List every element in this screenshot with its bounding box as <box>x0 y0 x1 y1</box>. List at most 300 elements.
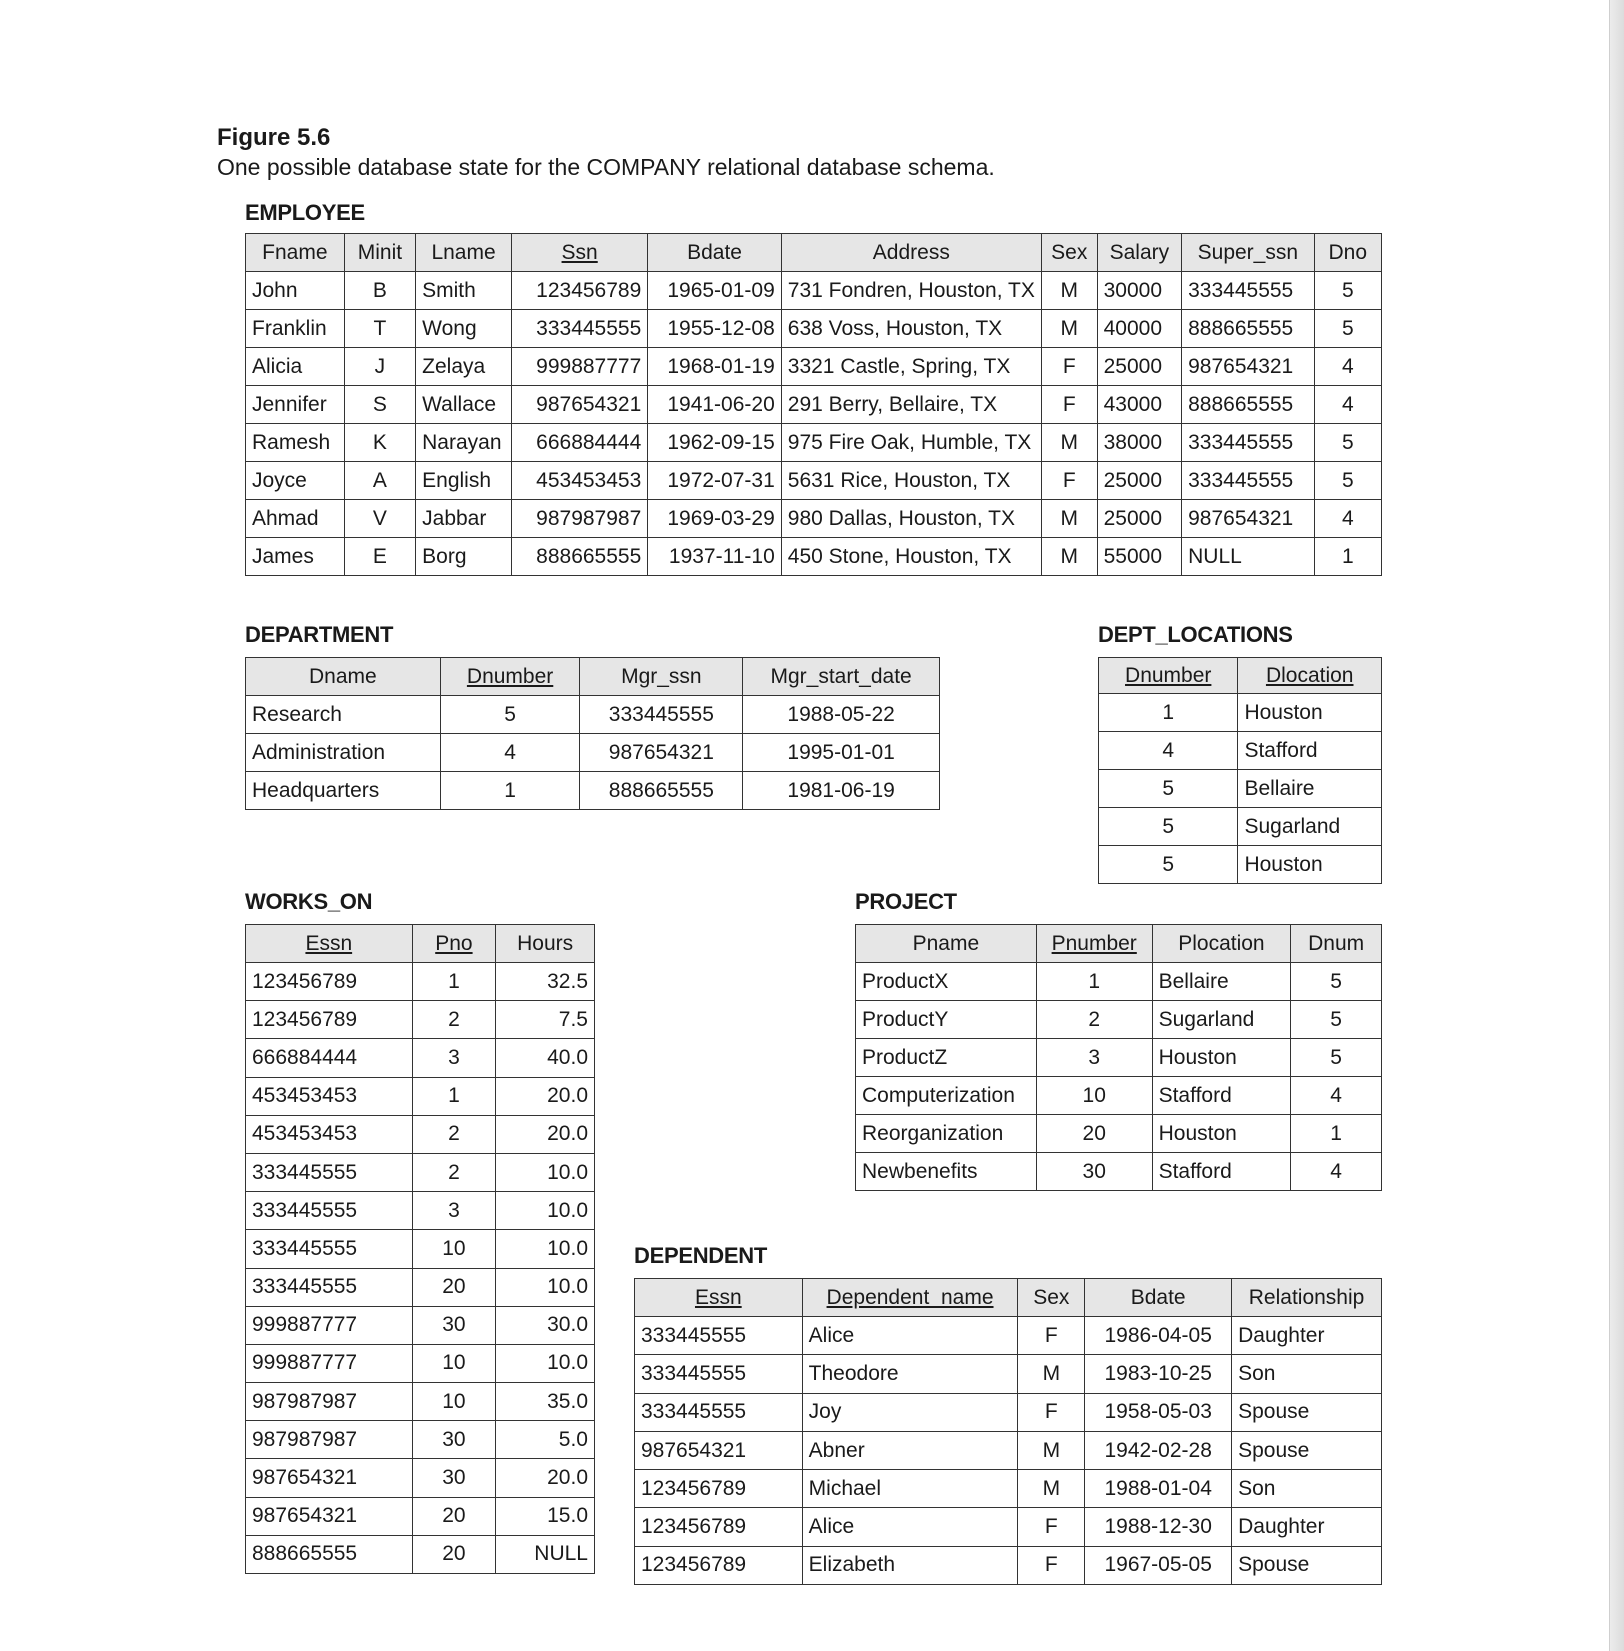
employee-cell: 3321 Castle, Spring, TX <box>781 348 1041 386</box>
project-cell: 10 <box>1036 1077 1152 1115</box>
works-on-cell: 123456789 <box>246 1001 413 1039</box>
employee-cell: 4 <box>1314 348 1381 386</box>
employee-cell: T <box>344 310 415 348</box>
employee-cell: 25000 <box>1097 348 1182 386</box>
department-cell: 1988-05-22 <box>743 696 940 734</box>
employee-cell: 888665555 <box>1182 386 1314 424</box>
employee-row <box>246 386 1382 424</box>
dept-locations-cell: Stafford <box>1238 732 1382 770</box>
works-on-row <box>246 1421 595 1459</box>
employee-table <box>245 233 1382 576</box>
employee-cell: John <box>246 272 345 310</box>
dept-locations-cell: Houston <box>1238 694 1382 732</box>
works-on-cell: 123456789 <box>246 963 413 1001</box>
works-on-key-column-label: Essn <box>305 931 353 955</box>
works-on-cell: 10 <box>412 1230 496 1268</box>
works-on-cell: 987987987 <box>246 1383 413 1421</box>
works-on-cell: 7.5 <box>496 1001 595 1039</box>
dependent-column-header <box>802 1279 1018 1317</box>
dept-locations-cell: 5 <box>1099 846 1238 884</box>
works-on-row <box>246 1115 595 1153</box>
project-cell: 4 <box>1291 1153 1382 1191</box>
works-on-row <box>246 1535 595 1573</box>
employee-row <box>246 310 1382 348</box>
works-on-row <box>246 1497 595 1535</box>
project-row <box>856 1077 1382 1115</box>
dependent-cell: Elizabeth <box>802 1546 1018 1584</box>
employee-cell: 40000 <box>1097 310 1182 348</box>
project-column-header: Pname <box>856 925 1037 963</box>
employee-cell: M <box>1041 538 1097 576</box>
works-on-cell: 2 <box>412 1153 496 1191</box>
department-cell: 333445555 <box>580 696 743 734</box>
dependent-key-column-label: Essn <box>694 1285 742 1309</box>
employee-cell: 333445555 <box>1182 424 1314 462</box>
dependent-cell: 1983-10-25 <box>1085 1355 1232 1393</box>
works-on-cell: 333445555 <box>246 1230 413 1268</box>
employee-cell: 1937-11-10 <box>648 538 781 576</box>
employee-cell: 1941-06-20 <box>648 386 781 424</box>
works-on-row <box>246 1459 595 1497</box>
works-on-row <box>246 1268 595 1306</box>
employee-cell: 453453453 <box>512 462 648 500</box>
works-on-cell: 333445555 <box>246 1192 413 1230</box>
project-cell: 4 <box>1291 1077 1382 1115</box>
dependent-cell: Spouse <box>1232 1393 1382 1431</box>
project-cell: 30 <box>1036 1153 1152 1191</box>
works-on-cell: 32.5 <box>496 963 595 1001</box>
works-on-row <box>246 1001 595 1039</box>
dependent-cell: Son <box>1232 1470 1382 1508</box>
employee-row <box>246 538 1382 576</box>
department-cell: 1981-06-19 <box>743 772 940 810</box>
dept-locations-header-row <box>1099 658 1382 694</box>
works-on-cell: 30 <box>412 1306 496 1344</box>
dependent-column-header: Sex <box>1018 1279 1085 1317</box>
works-on-cell: 3 <box>412 1039 496 1077</box>
employee-key-column-label: Ssn <box>561 240 598 264</box>
works-on-header-row <box>246 925 595 963</box>
project-cell: 5 <box>1291 963 1382 1001</box>
department-column-header <box>440 658 580 696</box>
works-on-cell: 15.0 <box>496 1497 595 1535</box>
project-cell: 5 <box>1291 1039 1382 1077</box>
dependent-cell: Alice <box>802 1317 1018 1355</box>
project-cell: ProductX <box>856 963 1037 1001</box>
project-cell: Newbenefits <box>856 1153 1037 1191</box>
dependent-cell: 123456789 <box>635 1470 803 1508</box>
works-on-cell: NULL <box>496 1535 595 1573</box>
employee-cell: 38000 <box>1097 424 1182 462</box>
dependent-cell: 1988-01-04 <box>1085 1470 1232 1508</box>
dept-locations-table <box>1098 657 1382 884</box>
dept-locations-row <box>1099 808 1382 846</box>
dept-locations-cell: 5 <box>1099 770 1238 808</box>
project-cell: 3 <box>1036 1039 1152 1077</box>
department-cell: 987654321 <box>580 734 743 772</box>
employee-cell: 987987987 <box>512 500 648 538</box>
department-key-column-label: Dnumber <box>466 664 554 688</box>
dependent-cell: Theodore <box>802 1355 1018 1393</box>
project-cell: 1 <box>1036 963 1152 1001</box>
employee-cell: F <box>1041 348 1097 386</box>
employee-cell: Franklin <box>246 310 345 348</box>
employee-cell: Jennifer <box>246 386 345 424</box>
dependent-row <box>635 1431 1382 1469</box>
dependent-cell: 123456789 <box>635 1546 803 1584</box>
employee-cell: 731 Fondren, Houston, TX <box>781 272 1041 310</box>
dependent-cell: Michael <box>802 1470 1018 1508</box>
dept-locations-row <box>1099 770 1382 808</box>
employee-cell: Wallace <box>416 386 512 424</box>
project-cell: Reorganization <box>856 1115 1037 1153</box>
dependent-table <box>634 1278 1382 1585</box>
employee-cell: 1972-07-31 <box>648 462 781 500</box>
employee-cell: B <box>344 272 415 310</box>
works-on-cell: 10 <box>412 1344 496 1382</box>
department-header-row <box>246 658 940 696</box>
employee-cell: 987654321 <box>1182 500 1314 538</box>
dependent-cell: 333445555 <box>635 1317 803 1355</box>
employee-cell: J <box>344 348 415 386</box>
project-cell: Bellaire <box>1152 963 1291 1001</box>
employee-cell: 888665555 <box>512 538 648 576</box>
department-cell: Headquarters <box>246 772 441 810</box>
dept-locations-cell: Houston <box>1238 846 1382 884</box>
project-column-header: Dnum <box>1291 925 1382 963</box>
works-on-cell: 35.0 <box>496 1383 595 1421</box>
works-on-cell: 2 <box>412 1115 496 1153</box>
employee-cell: M <box>1041 424 1097 462</box>
dept-locations-cell: Bellaire <box>1238 770 1382 808</box>
works-on-table <box>245 924 595 1574</box>
employee-cell: 450 Stone, Houston, TX <box>781 538 1041 576</box>
dependent-column-header <box>635 1279 803 1317</box>
employee-cell: Zelaya <box>416 348 512 386</box>
employee-cell: 987654321 <box>1182 348 1314 386</box>
employee-cell: 1968-01-19 <box>648 348 781 386</box>
employee-cell: M <box>1041 272 1097 310</box>
department-table-label: DEPARTMENT <box>245 622 394 647</box>
employee-cell: 123456789 <box>512 272 648 310</box>
works-on-cell: 987987987 <box>246 1421 413 1459</box>
employee-cell: 999887777 <box>512 348 648 386</box>
works-on-column-header: Hours <box>496 925 595 963</box>
project-cell: 1 <box>1291 1115 1382 1153</box>
employee-cell: Borg <box>416 538 512 576</box>
works-on-row <box>246 1306 595 1344</box>
project-table-label: PROJECT <box>855 889 957 914</box>
works-on-cell: 10.0 <box>496 1344 595 1382</box>
employee-cell: 638 Voss, Houston, TX <box>781 310 1041 348</box>
works-on-cell: 999887777 <box>246 1344 413 1382</box>
department-row <box>246 734 940 772</box>
works-on-cell: 1 <box>412 963 496 1001</box>
employee-column-header: Lname <box>416 234 512 272</box>
employee-cell: 30000 <box>1097 272 1182 310</box>
dependent-cell: Abner <box>802 1431 1018 1469</box>
employee-cell: English <box>416 462 512 500</box>
works-on-cell: 333445555 <box>246 1268 413 1306</box>
dept-locations-key-column-label: Dlocation <box>1265 663 1354 687</box>
project-row <box>856 1001 1382 1039</box>
department-cell: 4 <box>440 734 580 772</box>
employee-cell: 888665555 <box>1182 310 1314 348</box>
employee-header-row <box>246 234 1382 272</box>
employee-column-header: Fname <box>246 234 345 272</box>
employee-cell: M <box>1041 310 1097 348</box>
dependent-cell: M <box>1018 1470 1085 1508</box>
employee-cell: K <box>344 424 415 462</box>
employee-table-label: EMPLOYEE <box>245 200 365 225</box>
department-row <box>246 696 940 734</box>
department-cell: 5 <box>440 696 580 734</box>
dept-locations-cell: 5 <box>1099 808 1238 846</box>
works-on-cell: 10.0 <box>496 1230 595 1268</box>
dependent-cell: F <box>1018 1546 1085 1584</box>
works-on-cell: 10.0 <box>496 1192 595 1230</box>
dept-locations-key-column-label: Dnumber <box>1125 663 1212 687</box>
project-table <box>855 924 1382 1191</box>
dependent-cell: M <box>1018 1431 1085 1469</box>
employee-cell: Jabbar <box>416 500 512 538</box>
employee-row <box>246 424 1382 462</box>
project-column-header: Plocation <box>1152 925 1291 963</box>
employee-cell: F <box>1041 386 1097 424</box>
project-cell: Computerization <box>856 1077 1037 1115</box>
dependent-cell: 123456789 <box>635 1508 803 1546</box>
department-cell: 888665555 <box>580 772 743 810</box>
employee-cell: 987654321 <box>512 386 648 424</box>
department-column-header: Dname <box>246 658 441 696</box>
works-on-key-column-label: Pno <box>435 931 473 955</box>
employee-cell: 333445555 <box>1182 462 1314 500</box>
employee-cell: 1969-03-29 <box>648 500 781 538</box>
works-on-row <box>246 1344 595 1382</box>
works-on-row <box>246 1192 595 1230</box>
works-on-cell: 40.0 <box>496 1039 595 1077</box>
dept-locations-row <box>1099 846 1382 884</box>
figure-title: Figure 5.6 <box>217 124 331 151</box>
employee-cell: 4 <box>1314 500 1381 538</box>
figure-caption: One possible database state for the COMPANY relational database schema. <box>217 154 995 180</box>
dependent-cell: 1958-05-03 <box>1085 1393 1232 1431</box>
works-on-cell: 10 <box>412 1383 496 1421</box>
employee-cell: 5 <box>1314 462 1381 500</box>
works-on-cell: 2 <box>412 1001 496 1039</box>
employee-cell: Ramesh <box>246 424 345 462</box>
employee-cell: James <box>246 538 345 576</box>
dependent-cell: F <box>1018 1317 1085 1355</box>
employee-column-header: Salary <box>1097 234 1182 272</box>
works-on-cell: 30 <box>412 1459 496 1497</box>
dependent-row <box>635 1470 1382 1508</box>
department-cell: Administration <box>246 734 441 772</box>
department-table <box>245 657 940 810</box>
employee-column-header: Bdate <box>648 234 781 272</box>
dependent-cell: M <box>1018 1355 1085 1393</box>
works-on-cell: 3 <box>412 1192 496 1230</box>
project-row <box>856 1115 1382 1153</box>
works-on-cell: 987654321 <box>246 1459 413 1497</box>
dependent-cell: F <box>1018 1508 1085 1546</box>
employee-column-header: Dno <box>1314 234 1381 272</box>
employee-cell: 1965-01-09 <box>648 272 781 310</box>
project-row <box>856 1039 1382 1077</box>
employee-cell: 1962-09-15 <box>648 424 781 462</box>
project-cell: 5 <box>1291 1001 1382 1039</box>
department-cell: 1 <box>440 772 580 810</box>
dept-locations-row <box>1099 732 1382 770</box>
employee-row <box>246 272 1382 310</box>
employee-column-header: Super_ssn <box>1182 234 1314 272</box>
department-cell: 1995-01-01 <box>743 734 940 772</box>
employee-cell: 666884444 <box>512 424 648 462</box>
employee-cell: 333445555 <box>1182 272 1314 310</box>
dependent-cell: F <box>1018 1393 1085 1431</box>
works-on-cell: 333445555 <box>246 1153 413 1191</box>
employee-column-header: Minit <box>344 234 415 272</box>
works-on-cell: 20 <box>412 1268 496 1306</box>
project-cell: ProductZ <box>856 1039 1037 1077</box>
employee-cell: S <box>344 386 415 424</box>
dependent-cell: Joy <box>802 1393 1018 1431</box>
employee-cell: Wong <box>416 310 512 348</box>
works-on-row <box>246 1230 595 1268</box>
employee-cell: 291 Berry, Bellaire, TX <box>781 386 1041 424</box>
employee-cell: V <box>344 500 415 538</box>
department-column-header: Mgr_ssn <box>580 658 743 696</box>
employee-cell: 5 <box>1314 272 1381 310</box>
works-on-cell: 999887777 <box>246 1306 413 1344</box>
project-key-column-label: Pnumber <box>1051 931 1137 955</box>
project-column-header <box>1036 925 1152 963</box>
works-on-cell: 987654321 <box>246 1497 413 1535</box>
employee-cell: 5 <box>1314 424 1381 462</box>
employee-cell: F <box>1041 462 1097 500</box>
department-row <box>246 772 940 810</box>
dependent-row <box>635 1546 1382 1584</box>
dependent-table-label: DEPENDENT <box>634 1243 767 1268</box>
dependent-row <box>635 1393 1382 1431</box>
dependent-row <box>635 1317 1382 1355</box>
works-on-row <box>246 1383 595 1421</box>
employee-cell: 333445555 <box>512 310 648 348</box>
project-cell: Stafford <box>1152 1153 1291 1191</box>
works-on-cell: 453453453 <box>246 1115 413 1153</box>
dependent-cell: 1986-04-05 <box>1085 1317 1232 1355</box>
works-on-cell: 20 <box>412 1535 496 1573</box>
project-cell: Houston <box>1152 1039 1291 1077</box>
works-on-cell: 10.0 <box>496 1268 595 1306</box>
dept-locations-cell: 1 <box>1099 694 1238 732</box>
works-on-column-header <box>246 925 413 963</box>
works-on-row <box>246 963 595 1001</box>
employee-cell: M <box>1041 500 1097 538</box>
works-on-column-header <box>412 925 496 963</box>
dept-locations-column-header <box>1099 658 1238 694</box>
project-cell: Stafford <box>1152 1077 1291 1115</box>
dependent-cell: Spouse <box>1232 1431 1382 1469</box>
works-on-cell: 10.0 <box>496 1153 595 1191</box>
employee-row <box>246 500 1382 538</box>
project-cell: 20 <box>1036 1115 1152 1153</box>
works-on-cell: 20 <box>412 1497 496 1535</box>
employee-cell: 1 <box>1314 538 1381 576</box>
employee-cell: 980 Dallas, Houston, TX <box>781 500 1041 538</box>
employee-cell: 25000 <box>1097 462 1182 500</box>
dependent-cell: 987654321 <box>635 1431 803 1469</box>
dept-locations-column-header <box>1238 658 1382 694</box>
employee-column-header: Sex <box>1041 234 1097 272</box>
employee-cell: 1955-12-08 <box>648 310 781 348</box>
dependent-cell: Spouse <box>1232 1546 1382 1584</box>
employee-column-header <box>512 234 648 272</box>
employee-cell: 25000 <box>1097 500 1182 538</box>
page-edge <box>1609 0 1624 1651</box>
works-on-cell: 20.0 <box>496 1115 595 1153</box>
works-on-cell: 1 <box>412 1077 496 1115</box>
dependent-cell: 333445555 <box>635 1393 803 1431</box>
employee-cell: NULL <box>1182 538 1314 576</box>
dependent-header-row <box>635 1279 1382 1317</box>
employee-row <box>246 348 1382 386</box>
employee-cell: E <box>344 538 415 576</box>
employee-cell: Joyce <box>246 462 345 500</box>
works-on-cell: 30 <box>412 1421 496 1459</box>
employee-cell: A <box>344 462 415 500</box>
works-on-cell: 5.0 <box>496 1421 595 1459</box>
works-on-row <box>246 1077 595 1115</box>
dependent-cell: 1988-12-30 <box>1085 1508 1232 1546</box>
department-cell: Research <box>246 696 441 734</box>
dept-locations-table-label: DEPT_LOCATIONS <box>1098 622 1293 647</box>
works-on-row <box>246 1153 595 1191</box>
dependent-cell: Alice <box>802 1508 1018 1546</box>
dependent-column-header: Relationship <box>1232 1279 1382 1317</box>
dependent-cell: Son <box>1232 1355 1382 1393</box>
works-on-cell: 20.0 <box>496 1459 595 1497</box>
employee-row <box>246 462 1382 500</box>
dependent-row <box>635 1355 1382 1393</box>
department-column-header: Mgr_start_date <box>743 658 940 696</box>
project-header-row <box>856 925 1382 963</box>
dependent-cell: 1967-05-05 <box>1085 1546 1232 1584</box>
project-row <box>856 963 1382 1001</box>
employee-column-header: Address <box>781 234 1041 272</box>
employee-cell: 5 <box>1314 310 1381 348</box>
works-on-cell: 453453453 <box>246 1077 413 1115</box>
employee-cell: 975 Fire Oak, Humble, TX <box>781 424 1041 462</box>
employee-cell: Ahmad <box>246 500 345 538</box>
dependent-cell: Daughter <box>1232 1508 1382 1546</box>
project-row <box>856 1153 1382 1191</box>
works-on-row <box>246 1039 595 1077</box>
project-cell: Sugarland <box>1152 1001 1291 1039</box>
dept-locations-cell: Sugarland <box>1238 808 1382 846</box>
employee-cell: Smith <box>416 272 512 310</box>
project-cell: 2 <box>1036 1001 1152 1039</box>
works-on-cell: 666884444 <box>246 1039 413 1077</box>
employee-cell: 43000 <box>1097 386 1182 424</box>
employee-cell: 4 <box>1314 386 1381 424</box>
works-on-cell: 30.0 <box>496 1306 595 1344</box>
works-on-table-label: WORKS_ON <box>245 889 373 914</box>
project-cell: Houston <box>1152 1115 1291 1153</box>
dependent-cell: Daughter <box>1232 1317 1382 1355</box>
dept-locations-cell: 4 <box>1099 732 1238 770</box>
employee-cell: 5631 Rice, Houston, TX <box>781 462 1041 500</box>
